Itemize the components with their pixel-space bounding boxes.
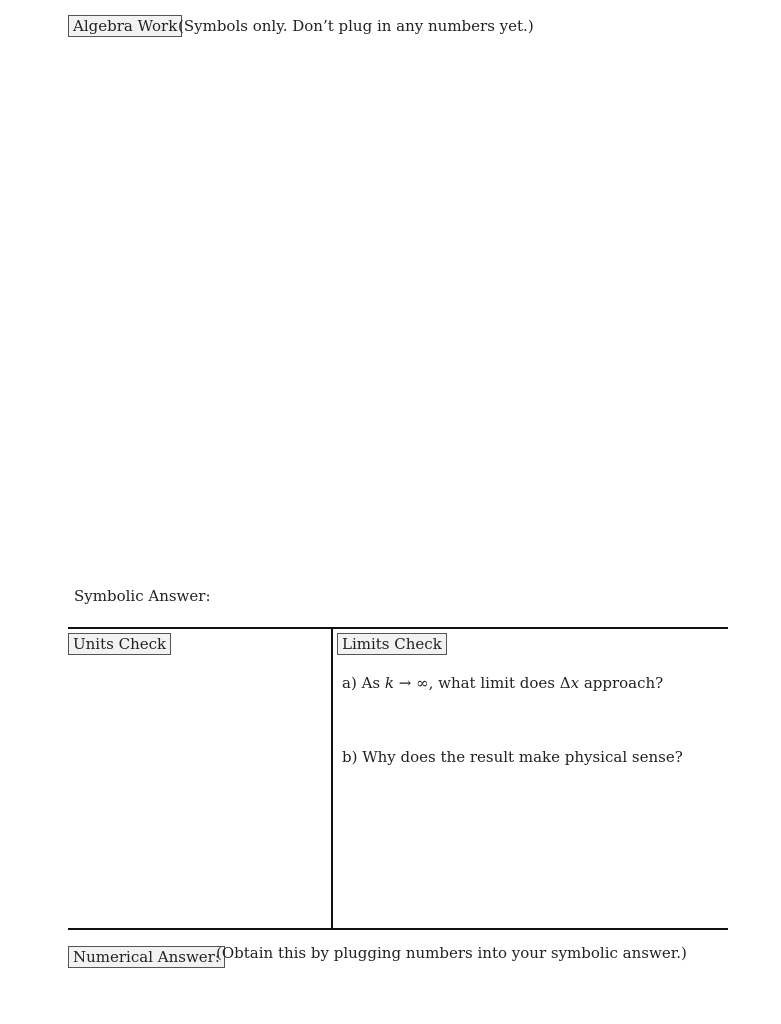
question-a-middle: → ∞, what limit does Δ bbox=[393, 674, 571, 692]
limits-check-label: Limits Check bbox=[337, 633, 447, 655]
algebra-work-instructions: (Symbols only. Don’t plug in any numbers yet.) bbox=[178, 17, 534, 35]
units-check-label: Units Check bbox=[68, 633, 171, 655]
limits-question-a bbox=[342, 674, 663, 692]
units-check-area[interactable] bbox=[68, 660, 328, 925]
table-divider-rule bbox=[331, 627, 333, 930]
numerical-answer-label: Numerical Answer: bbox=[68, 946, 225, 968]
table-bottom-rule bbox=[68, 928, 728, 930]
variable-k: k bbox=[384, 674, 394, 692]
numerical-answer-instructions: (Obtain this by plugging numbers into your symbolic answer.) bbox=[216, 944, 687, 962]
question-a-prefix: a) As bbox=[342, 674, 385, 692]
limits-question-b: b) Why does the result make physical sense? bbox=[342, 748, 683, 766]
symbolic-answer-label: Symbolic Answer: bbox=[74, 587, 211, 605]
question-a-suffix: approach? bbox=[579, 674, 664, 692]
variable-x: x bbox=[570, 674, 580, 692]
algebra-work-label: Algebra Work bbox=[68, 15, 182, 37]
table-top-rule bbox=[68, 627, 728, 629]
algebra-work-area[interactable] bbox=[68, 45, 728, 575]
